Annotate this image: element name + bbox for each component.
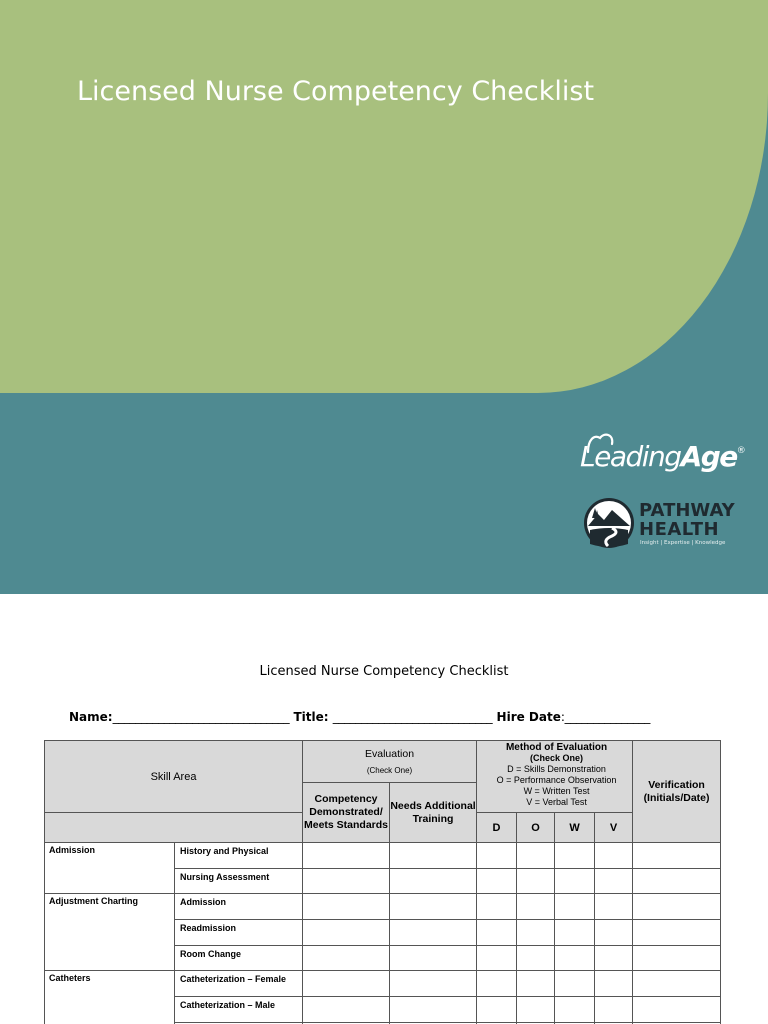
competency-header: Competency Demonstrated/ Meets Standards (303, 783, 390, 843)
method-w-header: W (555, 813, 595, 843)
method-v-cell[interactable] (595, 945, 633, 971)
training-check-cell[interactable] (390, 945, 477, 971)
method-o-cell[interactable] (517, 894, 555, 920)
skill-area-header-cont (45, 813, 303, 843)
hire-date-label: Hire Date (492, 710, 561, 724)
hire-date-field[interactable]: _______________ (564, 710, 651, 724)
method-v-cell[interactable] (595, 997, 633, 1023)
method-w-cell[interactable] (555, 920, 595, 946)
method-v-cell[interactable] (595, 843, 633, 869)
pathway-tagline: Insight | Expertise | Knowledge (640, 540, 726, 546)
table-row (45, 971, 721, 997)
method-line: V = Verbal Test (526, 797, 587, 807)
skill-cell: Nursing Assessment (175, 868, 303, 894)
competency-check-cell[interactable] (303, 997, 390, 1023)
method-v-header: V (595, 813, 633, 843)
method-o-cell[interactable] (517, 997, 555, 1023)
method-line: O = Performance Observation (496, 775, 617, 785)
method-title: Method of Evaluation (505, 742, 608, 753)
method-line: D = Skills Demonstration (507, 764, 606, 774)
skill-cell: Room Change (175, 945, 303, 971)
training-check-cell[interactable] (390, 920, 477, 946)
pathway-health-logo (582, 494, 742, 554)
hire-date-colon: : (560, 710, 565, 724)
competency-check-cell[interactable] (303, 971, 390, 997)
leadingage-part2: Age (680, 440, 737, 473)
skill-cell: Catheterization – Male (175, 997, 303, 1023)
title-label: Title: (289, 710, 333, 724)
skill-cell: History and Physical (175, 843, 303, 869)
competency-check-cell[interactable] (303, 945, 390, 971)
method-v-cell[interactable] (595, 868, 633, 894)
method-line: W = Written Test (523, 786, 590, 796)
leadingage-part1: Leading (580, 440, 681, 473)
method-v-cell[interactable] (595, 894, 633, 920)
competency-table (44, 740, 721, 1024)
method-d-cell[interactable] (477, 945, 517, 971)
method-d-header: D (477, 813, 517, 843)
category-cell: Catheters (45, 971, 175, 1024)
pathway-wordmark (639, 501, 735, 539)
cover-green-panel (0, 0, 768, 393)
document-title: Licensed Nurse Competency Checklist (259, 664, 509, 679)
method-d-cell[interactable] (477, 997, 517, 1023)
title-field[interactable]: ____________________________ (332, 710, 493, 724)
pathway-seal-icon (582, 496, 636, 550)
method-v-cell[interactable] (595, 920, 633, 946)
evaluation-title: Evaluation (365, 748, 415, 760)
method-d-cell[interactable] (477, 894, 517, 920)
category-cell: Admission (45, 843, 175, 894)
verification-cell[interactable] (633, 945, 721, 971)
method-d-cell[interactable] (477, 971, 517, 997)
name-label: Name: (69, 710, 113, 724)
training-check-cell[interactable] (390, 971, 477, 997)
method-o-cell[interactable] (517, 971, 555, 997)
competency-check-cell[interactable] (303, 920, 390, 946)
training-check-cell[interactable] (390, 894, 477, 920)
method-w-cell[interactable] (555, 843, 595, 869)
category-cell: Adjustment Charting (45, 894, 175, 971)
skill-area-header: Skill Area (45, 741, 303, 813)
verification-cell[interactable] (633, 997, 721, 1023)
method-d-cell[interactable] (477, 843, 517, 869)
verification-cell[interactable] (633, 920, 721, 946)
evaluation-sub: (Check One) (366, 766, 413, 775)
evaluation-header (303, 741, 477, 783)
training-check-cell[interactable] (390, 843, 477, 869)
competency-check-cell[interactable] (303, 894, 390, 920)
employee-info-line (69, 710, 650, 724)
method-o-cell[interactable] (517, 920, 555, 946)
method-v-cell[interactable] (595, 971, 633, 997)
method-of-evaluation-header (477, 741, 633, 813)
table-row (45, 843, 721, 869)
method-d-cell[interactable] (477, 868, 517, 894)
method-o-cell[interactable] (517, 868, 555, 894)
method-o-header: O (517, 813, 555, 843)
verification-header: Verification (Initials/Date) (633, 741, 721, 843)
skill-cell: Catheterization – Female (175, 971, 303, 997)
training-check-cell[interactable] (390, 868, 477, 894)
pathway-line2: HEALTH (639, 519, 720, 540)
competency-check-cell[interactable] (303, 843, 390, 869)
skill-cell: Admission (175, 894, 303, 920)
method-o-cell[interactable] (517, 945, 555, 971)
table-row (45, 894, 721, 920)
method-w-cell[interactable] (555, 945, 595, 971)
method-w-cell[interactable] (555, 868, 595, 894)
method-w-cell[interactable] (555, 894, 595, 920)
verification-cell[interactable] (633, 971, 721, 997)
method-w-cell[interactable] (555, 997, 595, 1023)
needs-training-header: Needs Additional Training (390, 783, 477, 843)
pathway-line1: PATHWAY (639, 500, 735, 521)
leadingage-logo (580, 432, 746, 480)
skill-cell: Readmission (175, 920, 303, 946)
method-w-cell[interactable] (555, 971, 595, 997)
method-sub: (Check One) (530, 753, 584, 763)
name-field[interactable]: _______________________________ (112, 710, 290, 724)
verification-cell[interactable] (633, 894, 721, 920)
verification-cell[interactable] (633, 843, 721, 869)
competency-check-cell[interactable] (303, 868, 390, 894)
training-check-cell[interactable] (390, 997, 477, 1023)
leadingage-wordmark (580, 440, 746, 473)
method-d-cell[interactable] (477, 920, 517, 946)
cover-title: Licensed Nurse Competency Checklist (77, 76, 595, 107)
verification-cell[interactable] (633, 868, 721, 894)
registered-mark: ® (736, 446, 746, 456)
method-o-cell[interactable] (517, 843, 555, 869)
